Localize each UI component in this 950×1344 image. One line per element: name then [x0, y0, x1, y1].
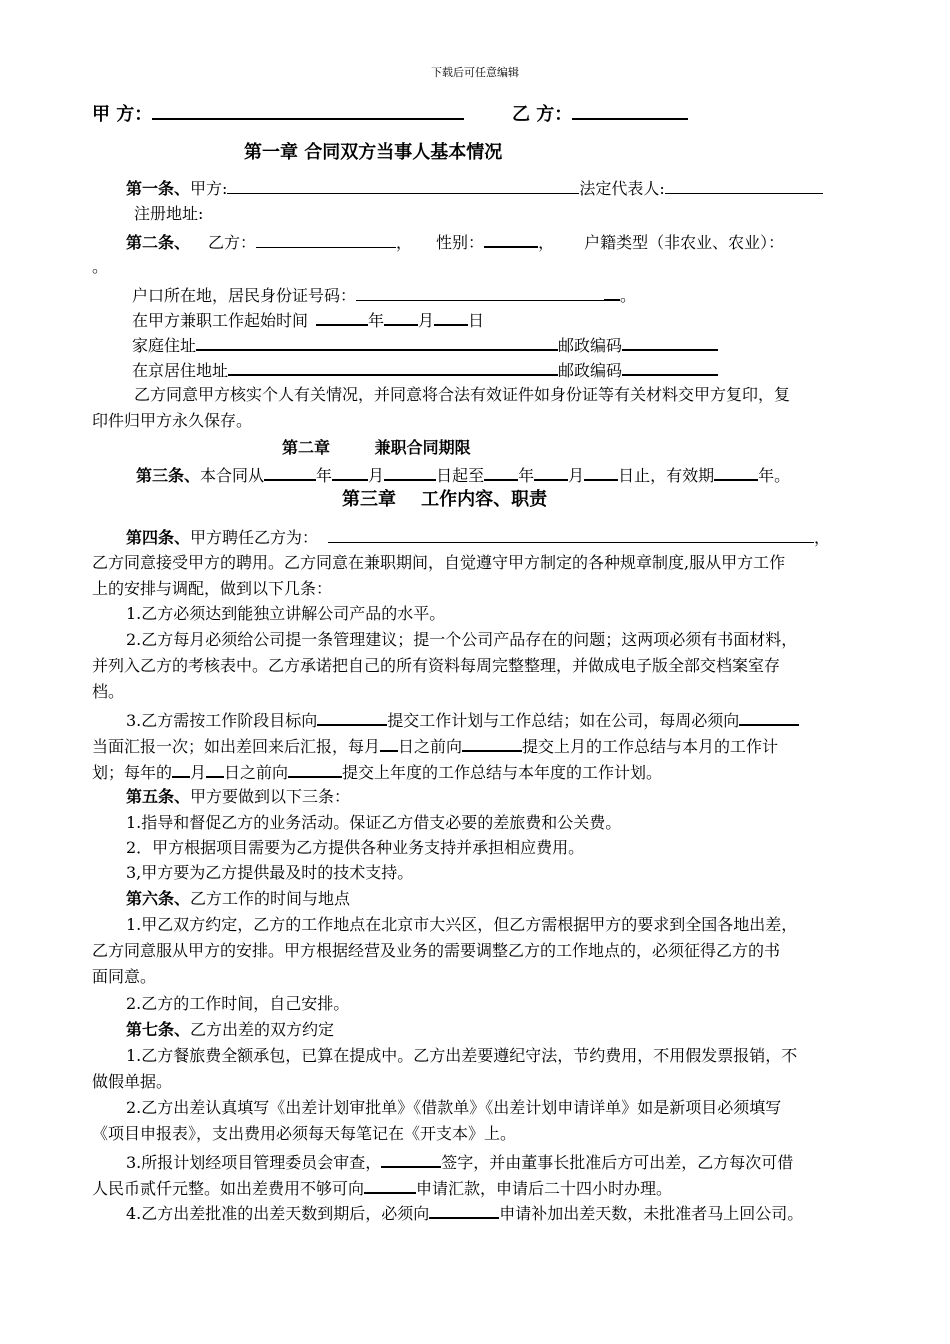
article1-legal-rep: 法定代表人:: [579, 179, 665, 198]
chapter1-title: 第一章 合同双方当事人基本情况: [244, 142, 503, 163]
year-label: 年: [518, 466, 535, 485]
item-3-line-3: [92, 760, 662, 784]
year-label: 年: [316, 466, 333, 485]
years-label: 年。: [758, 466, 791, 485]
yearly-report-blank[interactable]: [288, 760, 342, 778]
party-a-line: [92, 102, 464, 127]
home-address-line: [132, 333, 718, 357]
signer-blank[interactable]: [381, 1150, 441, 1168]
postcode-blank[interactable]: [622, 333, 718, 351]
start-time-label: 在甲方兼职工作起始时间: [132, 311, 309, 330]
article4-line: [126, 526, 830, 549]
start-month-blank[interactable]: [384, 308, 418, 326]
month-label: 月: [368, 466, 385, 485]
year-label: 年: [368, 311, 385, 330]
item-1: 1.乙方必须达到能独立讲解公司产品的水平。: [126, 604, 446, 623]
home-address-blank[interactable]: [196, 333, 558, 351]
party-b-label: 乙 方：: [512, 104, 573, 125]
day-to-label: 日起至: [436, 466, 485, 485]
article7-item-4-text-b: 申请补加出差天数，未批准者马上回公司。: [499, 1204, 804, 1223]
article7-item-1-line-1: 1.乙方餐旅费全额承包，已算在提成中。乙方出差要遵纪守法，节约费用，不用假发票报销，不: [126, 1046, 798, 1065]
position-blank[interactable]: [328, 526, 814, 543]
from-year-blank[interactable]: [264, 463, 316, 481]
item-2-line-3: 档。: [92, 682, 125, 701]
article5-label: 第五条、: [126, 787, 191, 806]
period: 。: [620, 286, 637, 305]
id-number-blank[interactable]: [356, 284, 604, 301]
article7-line: [126, 1019, 334, 1041]
article4-line-2: 乙方同意接受甲方的聘用。乙方同意在兼职期间，自觉遵守甲方制定的各种规章制度,服从甲方工作: [92, 553, 786, 572]
item-3-text-f: 划；每年的: [92, 763, 173, 782]
to-day-blank[interactable]: [584, 463, 618, 481]
article3-line: [136, 463, 790, 487]
report-to-blank[interactable]: [317, 708, 387, 726]
article7-text: 乙方出差的双方约定: [190, 1020, 335, 1039]
home-address-label: 家庭住址: [132, 336, 197, 355]
agree-line-1: 乙方同意甲方核实个人有关情况，并同意将合法有效证件如身份证等有关材料交甲方复印，复: [134, 385, 791, 404]
article5-item-3: 3,甲方要为乙方提供最及时的技术支持。: [126, 863, 414, 882]
article7-label: 第七条、: [126, 1020, 191, 1039]
article7-item-2-line-2: 《项目申报表》，支出费用必须每天每笔记在《开支本》上。: [92, 1124, 517, 1143]
article6-item-1-line-2: 乙方同意服从甲方的安排。甲方根据经营及业务的需要调整乙方的工作地点的，必须征得乙方的书: [92, 941, 781, 960]
from-month-blank[interactable]: [332, 463, 368, 481]
article6-label: 第六条、: [126, 889, 191, 908]
article7-item-3-line-2: [92, 1176, 672, 1200]
hukou-line: [132, 283, 636, 307]
article7-item-3-text-a: 3.所报计划经项目管理委员会审查，: [126, 1153, 382, 1172]
article7-item-3-text-d: 申请汇款，申请后二十四小时办理。: [416, 1179, 673, 1198]
article3-text: 本合同从: [200, 466, 265, 485]
agree-line-2: 印件归甲方永久保存。: [92, 411, 253, 430]
comma: ，: [814, 528, 831, 547]
yearly-month-blank[interactable]: [172, 760, 190, 778]
article4-label: 第四条、: [126, 528, 191, 547]
article2-gender: 性别：: [436, 233, 485, 252]
validity-years-blank[interactable]: [714, 463, 758, 481]
month-label: 月: [418, 311, 435, 330]
article1-line: [126, 177, 823, 200]
item-3-text-i: 提交上年度的工作总结与本年度的工作计划。: [342, 763, 663, 782]
article1-party-a-blank[interactable]: [227, 177, 579, 194]
to-month-blank[interactable]: [534, 463, 568, 481]
start-time-line: [132, 308, 484, 332]
article1-party-a: 甲方:: [190, 179, 228, 198]
validity-label: 日止，有效期: [618, 466, 715, 485]
beijing-address-label: 在京居住地址: [132, 361, 229, 380]
item-3-text-e: 提交上月的工作总结与本月的工作计: [522, 737, 779, 756]
monthly-day-blank[interactable]: [380, 734, 398, 752]
article7-item-3-text-c: 人民币贰仟元整。如出差费用不够可向: [92, 1179, 365, 1198]
item-3-text-g: 月: [190, 763, 207, 782]
chapter2-title: 第二章 兼职合同期限: [282, 438, 471, 457]
item-2-line-1: 2.乙方每月必须给公司提一条管理建议；提一个公司产品存在的问题；这两项必须有书面材料，: [126, 630, 798, 649]
item-3-text-a: 3.乙方需按工作阶段目标向: [126, 711, 318, 730]
item-2-line-2: 并列入乙方的考核表中。乙方承诺把自己的所有资料每周完整整理，并做成电子版全部交档案室存: [92, 656, 781, 675]
article4-line-3: 上的安排与调配，做到以下几条：: [92, 579, 333, 598]
item-3-line-1: [126, 708, 799, 732]
yearly-day-blank[interactable]: [206, 760, 224, 778]
article2-end-dot: 。: [92, 257, 109, 276]
article7-item-1-line-2: 做假单据。: [92, 1072, 173, 1091]
start-day-blank[interactable]: [434, 308, 468, 326]
remit-request-blank[interactable]: [364, 1176, 416, 1194]
party-a-blank[interactable]: [152, 102, 464, 120]
article7-item-4-text-a: 4.乙方出差批准的出差天数到期后，必须向: [126, 1204, 430, 1223]
article1-address: 注册地址:: [134, 204, 204, 223]
article1-legal-rep-blank[interactable]: [665, 177, 823, 194]
postcode-label-2: 邮政编码: [558, 361, 623, 380]
item-3-text-c: 当面汇报一次；如出差回来后汇报，每月: [92, 737, 381, 756]
article7-item-2-line-1: 2.乙方出差认真填写《出差计划审批单》《借款单》《出差计划申请详单》如是新项目必须填写: [126, 1098, 782, 1117]
article5-line: [126, 786, 350, 808]
party-b-line: [512, 102, 688, 127]
article5-item-1: 1.指导和督促乙方的业务活动。保证乙方借支必要的差旅费和公关费。: [126, 813, 622, 832]
article6-item-2: 2.乙方的工作时间，自己安排。: [126, 994, 350, 1013]
article3-label: 第三条、: [136, 466, 201, 485]
article2-line: [126, 230, 784, 254]
id-number-blank-end[interactable]: [604, 283, 620, 301]
postcode-blank-2[interactable]: [622, 358, 718, 376]
hukou-label: 户口所在地，居民身份证号码：: [132, 286, 357, 305]
article7-item-4: [126, 1201, 803, 1225]
party-b-blank[interactable]: [572, 102, 688, 120]
article4-text: 甲方聘任乙方为：: [190, 528, 319, 547]
party-a-label: 甲 方：: [92, 104, 153, 125]
article2-party-b-blank[interactable]: [256, 231, 396, 248]
beijing-address-blank[interactable]: [228, 358, 558, 376]
postcode-label: 邮政编码: [558, 336, 623, 355]
from-day-blank[interactable]: [384, 463, 436, 481]
start-year-blank[interactable]: [316, 308, 368, 326]
article6-item-1-line-1: 1.甲乙双方约定，乙方的工作地点在北京市大兴区，但乙方需根据甲方的要求到全国各地出差，: [126, 915, 798, 934]
article6-item-1-line-3: 面同意。: [92, 967, 157, 986]
item-3-text-h: 日之前向: [224, 763, 289, 782]
item-3-text-d: 日之前向: [398, 737, 463, 756]
page-header: 下载后可任意编辑: [431, 66, 519, 79]
article7-item-3-line-1: [126, 1150, 793, 1174]
article6-text: 乙方工作的时间与地点: [190, 889, 351, 908]
weekly-report-blank[interactable]: [739, 708, 799, 726]
article1-label: 第一条、: [126, 179, 191, 198]
article7-item-3-text-b: 签字，并由董事长批准后方可出差，乙方每次可借: [441, 1153, 794, 1172]
item-3-line-2: [92, 734, 778, 758]
article2-label: 第二条、: [126, 233, 191, 252]
chapter3-title: 第三章 工作内容、职责: [342, 489, 548, 510]
article2-household-type: 户籍类型（非农业、农业）：: [584, 233, 785, 252]
to-year-blank[interactable]: [484, 463, 518, 481]
item-3-text-b: 提交工作计划与工作总结；如在公司，每周必须向: [387, 711, 740, 730]
article6-line: [126, 888, 350, 910]
comma: ，: [538, 233, 555, 252]
comma: ，: [396, 233, 413, 252]
extension-request-blank[interactable]: [429, 1201, 499, 1219]
article5-item-2: 2．甲方根据项目需要为乙方提供各种业务支持并承担相应费用。: [126, 838, 585, 857]
monthly-report-blank[interactable]: [462, 734, 522, 752]
article2-party-b: 乙方：: [208, 233, 257, 252]
day-label: 日: [468, 311, 485, 330]
article5-text: 甲方要做到以下三条：: [190, 787, 351, 806]
month-label: 月: [568, 466, 585, 485]
article2-gender-blank[interactable]: [484, 230, 538, 248]
beijing-address-line: [132, 358, 718, 382]
